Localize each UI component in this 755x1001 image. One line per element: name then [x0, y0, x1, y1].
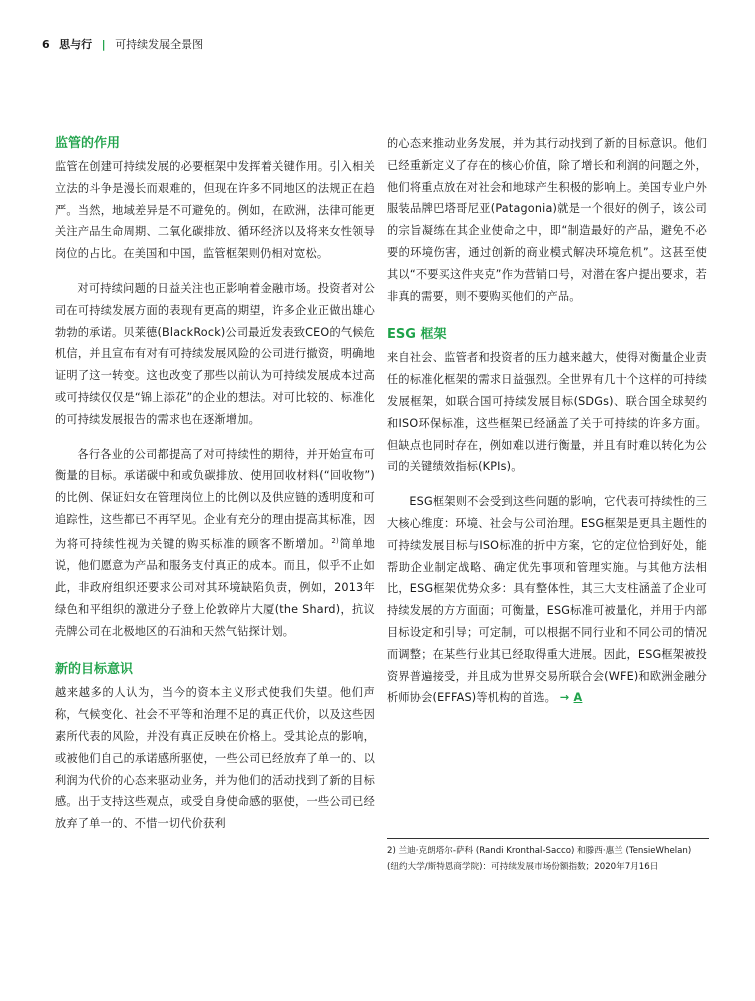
footnote-line: (纽约大学/斯特恩商学院)：可持续发展市场份额指数；2020年7月16日	[387, 862, 659, 872]
header-separator: |	[101, 38, 106, 51]
left-column	[55, 133, 375, 835]
section-heading-purpose: 新的目标意识	[55, 662, 134, 678]
right-column	[387, 133, 707, 709]
paragraph-continued: 的心态来推动业务发展，并为其行动找到了新的目标意识。他们已经重新定义了存在的核心价值，除了增长和利润的问题之外，他们将重点放在对社会和地球产生积极的影响上。美国专业户外服装品牌巴塔哥尼亚(Patagonia)就是一个很好的例子，该公司的宗旨凝练在其企业使命之中，即“制造最好的产品，避免不必要的环境伤害，通过创新的商业模式解决环境危机”。这甚至使其以“不要买这件夹克”作为营销口号，对潜在客户提出要求，若非真的需要，则不要购买他们的产品。	[387, 137, 707, 303]
paragraph-text: 简单地说，他们愿意为产品和服务支付真正的成本。而且，似乎不止如此，非政府组织还要求公司对其环境缺陷负责，例如，2013年绿色和平组织的激进分子登上伦敦碎片大厦(the Shard)，抗议壳牌公司在北极地区的石油和天然气钻探计划。	[55, 537, 375, 638]
running-header	[42, 38, 203, 52]
footnote-divider	[387, 838, 709, 839]
paragraph: 越来越多的人认为，当今的资本主义形式使我们失望。他们声称，气候变化、社会不平等和治理不足的真正代价，以及这些因素所代表的风险，并没有真正反映在价格上。受其论点的影响，或被他们自己的承诺感所驱使，一些公司已经放弃了单一的、以利润为代价的心态来驱动业务，并为他们的活动找到了新的目标感。出于支持这些观点，或受自身使命感的驱使，一些公司已经放弃了单一的、不惜一切代价获利	[55, 686, 375, 831]
footnote	[387, 843, 709, 875]
cross-reference-link[interactable]	[560, 691, 583, 704]
section-heading-esg: ESG 框架	[387, 327, 447, 343]
paragraph	[55, 444, 375, 643]
footnote-reference: 2)	[331, 536, 339, 545]
paragraph-text: 各行各业的公司都提高了对可持续性的期待，并开始宣布可衡量的目标。承诺碳中和或负碳排放、使用回收材料(“回收物”)的比例、保证妇女在管理岗位上的比例以及供应链的透明度和可追踪性，这些都已不再罕见。企业有充分的理由提高其标准，因为将可持续性视为关键的购买标准的顾客不断增加。	[55, 447, 375, 551]
paragraph	[387, 491, 707, 709]
cross-reference-letter: A	[573, 691, 583, 705]
page-number: 6	[42, 38, 50, 51]
paragraph: 监管在创建可持续发展的必要框架中发挥着关键作用。引入相关立法的斗争是漫长而艰难的，但现在许多不同地区的法规正在趋严。当然，地域差异是不可避免的。例如，在欧洲，法律可能更关注产品生命周期、二氧化碳排放、循环经济以及将来女性领导岗位的占比。在美国和中国，监管框架则仍相对宽松。	[55, 160, 375, 261]
section-heading-regulation: 监管的作用	[55, 136, 121, 151]
brand-name: 思与行	[59, 38, 93, 51]
paragraph: 来自社会、监管者和投资者的压力越来越大，使得对衡量企业责任的标准化框架的需求日益强烈。全世界有几十个这样的可持续发展框架，如联合国可持续发展目标(SDGs)、联合国全球契约和ISO环保标准，这些框架已经涵盖了关于可持续的许多方面。但缺点也同时存在，例如难以进行衡量，并且有时难以转化为公司的关键绩效指标(KPIs)。	[387, 351, 707, 474]
publication-title: 可持续发展全景图	[115, 38, 204, 51]
footnote-line: 2) 兰迪·克朗塔尔-萨科 (Randi Kronthal-Sacco) 和滕西·惠兰 (TensieWhelan)	[387, 846, 692, 856]
paragraph: 对可持续问题的日益关注也正影响着金融市场。投资者对公司在可持续发展方面的表现有更高的期望，许多企业正做出雄心勃勃的承诺。贝莱德(BlackRock)公司最近发表致CEO的气候危机信，并且宣布有对有可持续发展风险的公司进行撤资，明确地证明了这一转变。这也改变了那些以前认为可持续发展成本过高或可持续仅仅是“锦上添花”的企业的想法。对可比较的、标准化的可持续发展报告的需求也在逐渐增加。	[55, 281, 375, 426]
paragraph-text: ESG框架则不会受到这些问题的影响，它代表可持续性的三大核心维度：环境、社会与公司治理。ESG框架是更具主题性的可持续发展目标与ISO标准的折中方案，它的定位恰到好处，能帮助企业制定战略、确定优先事项和管理实施。与其他方法相比，ESG框架优势众多：具有整体性，其三大支柱涵盖了企业可持续发展的方方面面；可衡量，ESG标准可被量化，并用于内部目标设定和引导；可定制，可以根据不同行业和不同公司的情况而调整；在某些行业其已经取得重大进展。因此，ESG框架被投资界普遍接受，并且成为世界交易所联合会(WFE)和欧洲金融分析师协会(EFFAS)等机构的首选。	[387, 495, 707, 705]
arrow-right-icon: →	[559, 691, 570, 705]
